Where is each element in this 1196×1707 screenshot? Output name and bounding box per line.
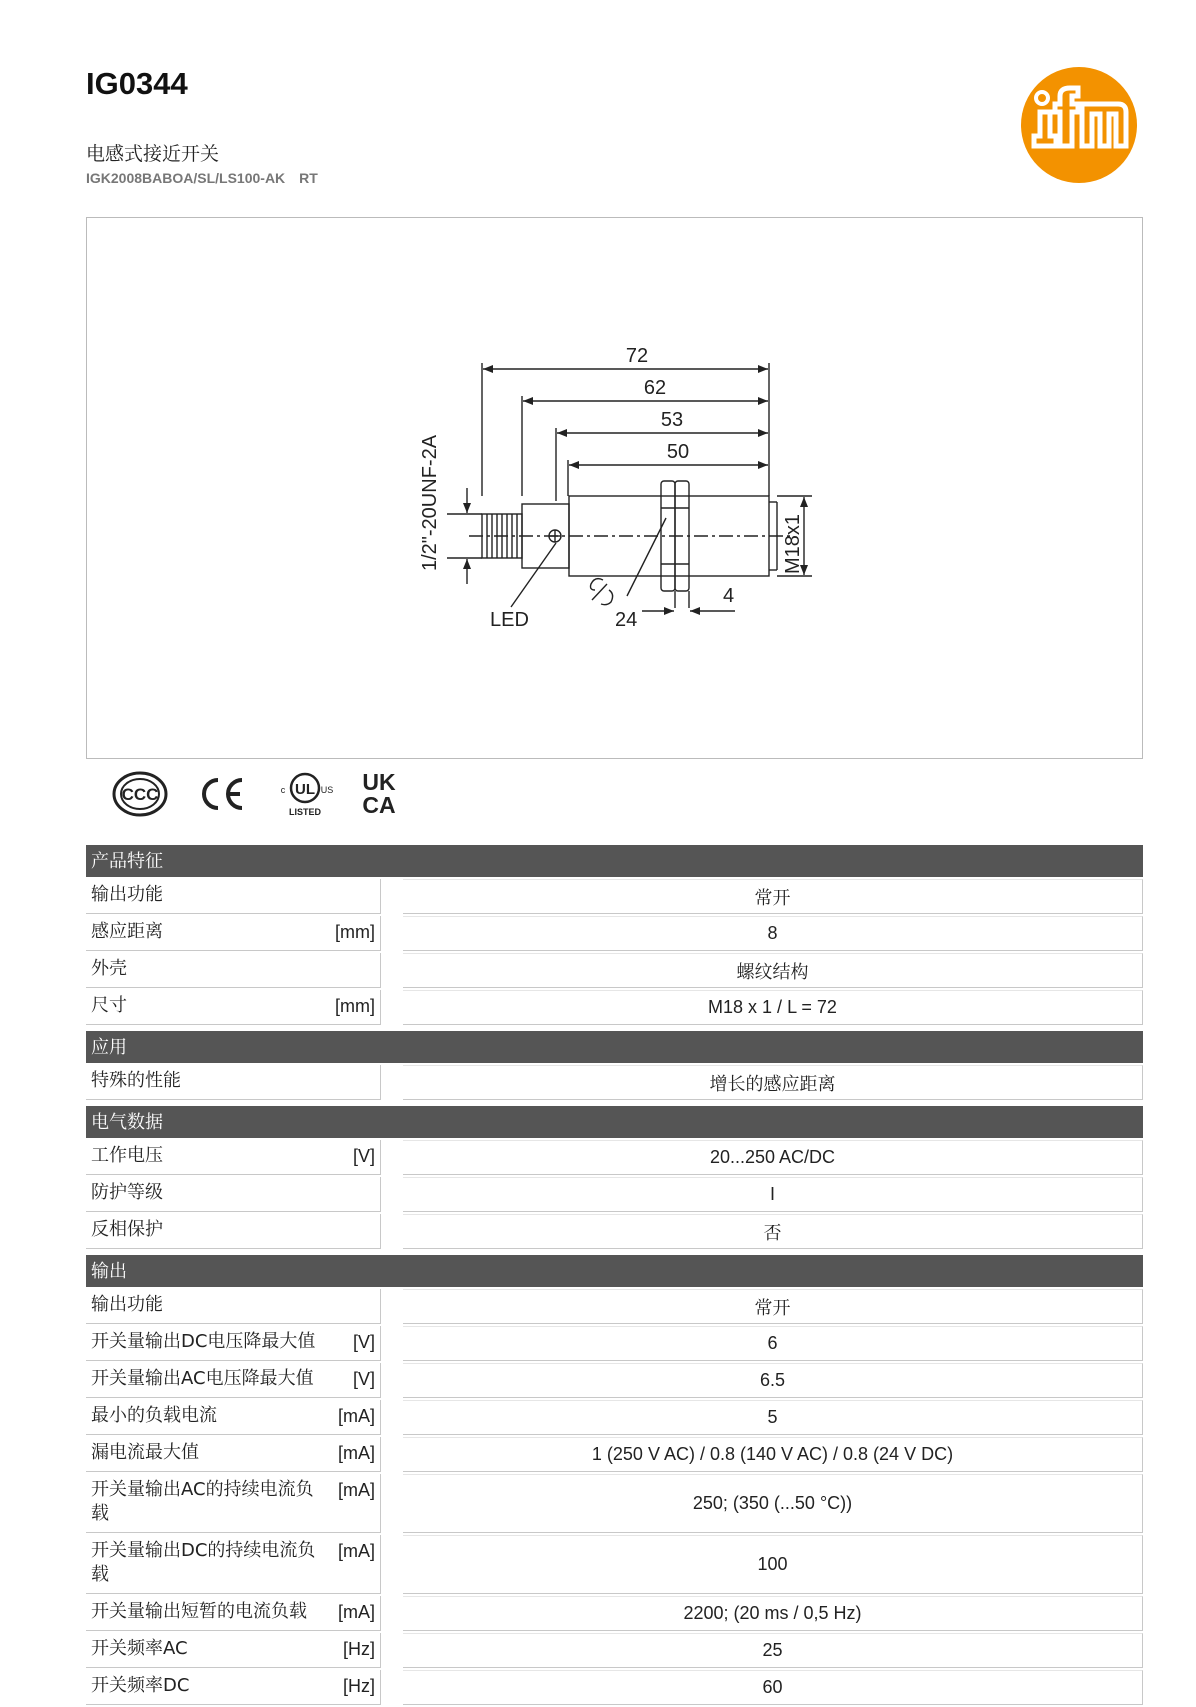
m18-label: M18x1 [782, 513, 804, 574]
spec-row [86, 1140, 1143, 1175]
spec-row [86, 1670, 1143, 1705]
dim-50-label: 50 [666, 441, 690, 463]
spec-label: 最小的负载电流 [91, 1405, 217, 1426]
wrench-size-label: 24 [615, 609, 638, 631]
svg-text:US: US [320, 785, 334, 795]
product-code-value: IGK2008BABOA/SL/LS100-AK [86, 170, 286, 186]
spec-row [86, 1437, 1143, 1472]
dimension-drawing [86, 217, 1143, 759]
spec-unit: [V] [352, 1146, 375, 1166]
spec-value: 6.5 [403, 1363, 1143, 1398]
ce-mark-icon [198, 766, 248, 822]
spec-row [86, 1214, 1143, 1249]
dim-53-label: 53 [660, 409, 684, 431]
svg-text:LISTED: LISTED [288, 807, 322, 817]
thread-label: 1/2"-20UNF-2A [419, 434, 441, 571]
dim-62-label: 62 [643, 377, 667, 399]
spec-label: 特殊的性能 [91, 1070, 181, 1091]
certification-marks [110, 766, 430, 822]
spec-label: 开关量输出DC的持续电流负载 [91, 1540, 316, 1585]
spec-label: 开关量输出AC的持续电流负载 [91, 1479, 314, 1524]
led-label: LED [490, 609, 529, 631]
spec-unit: [mA] [337, 1443, 375, 1463]
spec-row [86, 953, 1143, 988]
section-header: 应用 [86, 1031, 1143, 1063]
spec-value: 否 [403, 1214, 1143, 1249]
spec-row [86, 1177, 1143, 1212]
spec-unit: [mA] [337, 1602, 375, 1622]
ifm-logo [1020, 66, 1138, 184]
spec-label: 开关量输出短暂的电流负载 [91, 1601, 307, 1622]
spec-label-cell [86, 1140, 381, 1175]
spec-label: 开关频率DC [91, 1675, 190, 1696]
spec-label: 尺寸 [91, 995, 127, 1016]
spec-value: 2200; (20 ms / 0,5 Hz) [403, 1596, 1143, 1631]
spec-label-cell [86, 1633, 381, 1668]
spec-value: 螺纹结构 [403, 953, 1143, 988]
spec-row [86, 1633, 1143, 1668]
spec-value: 1 (250 V AC) / 0.8 (140 V AC) / 0.8 (24 V DC) [403, 1437, 1143, 1472]
spec-label: 输出功能 [91, 884, 163, 905]
spec-value: 60 [403, 1670, 1143, 1705]
spec-row [86, 990, 1143, 1025]
spec-row [86, 916, 1143, 951]
dim-72-label: 72 [625, 345, 649, 367]
spec-value: 5 [403, 1400, 1143, 1435]
spec-value: 100 [403, 1535, 1143, 1594]
spec-unit: [V] [352, 1332, 375, 1352]
spec-label-cell [86, 1535, 381, 1594]
spec-label: 开关频率AC [91, 1638, 188, 1659]
spec-label: 输出功能 [91, 1294, 163, 1315]
spec-label-cell [86, 916, 381, 951]
specifications-table [86, 845, 1143, 1707]
spec-unit: [mA] [337, 1406, 375, 1426]
spec-label-cell [86, 1326, 381, 1361]
dim-4-label: 4 [723, 585, 735, 607]
svg-text:UK: UK [362, 769, 396, 795]
spec-value: M18 x 1 / L = 72 [403, 990, 1143, 1025]
spec-label: 工作电压 [91, 1145, 163, 1166]
section-header: 产品特征 [86, 845, 1143, 877]
spec-label-cell [86, 953, 381, 988]
spec-unit: [mm] [335, 922, 375, 942]
spec-label-cell [86, 1177, 381, 1212]
spec-label-cell [86, 1214, 381, 1249]
spec-label-cell [86, 879, 381, 914]
spec-label: 反相保护 [91, 1219, 163, 1240]
spec-row [86, 1535, 1143, 1594]
spec-value: 8 [403, 916, 1143, 951]
svg-text:c: c [280, 785, 286, 795]
spec-value: 20...250 AC/DC [403, 1140, 1143, 1175]
spec-unit: [Hz] [342, 1676, 375, 1696]
spec-row [86, 1474, 1143, 1533]
spec-label-cell [86, 1400, 381, 1435]
spec-value: I [403, 1177, 1143, 1212]
spec-row [86, 1289, 1143, 1324]
product-title: IG0344 [86, 66, 188, 101]
svg-text:CA: CA [362, 792, 396, 818]
spec-label-cell [86, 1670, 381, 1705]
spec-row [86, 1065, 1143, 1100]
spec-unit: [mm] [335, 996, 375, 1016]
section-header: 输出 [86, 1255, 1143, 1287]
spec-row [86, 1326, 1143, 1361]
spec-label-cell [86, 1289, 381, 1324]
ccc-mark-icon [110, 766, 170, 822]
spec-label-cell [86, 990, 381, 1025]
spec-row [86, 1400, 1143, 1435]
spec-label: 开关量输出DC电压降最大值 [91, 1331, 316, 1352]
spec-row [86, 1363, 1143, 1398]
spec-unit: [mA] [337, 1541, 375, 1561]
spec-row [86, 879, 1143, 914]
spec-value: 增长的感应距离 [403, 1065, 1143, 1100]
spec-row [86, 1596, 1143, 1631]
spec-label: 防护等级 [91, 1182, 163, 1203]
spec-label-cell [86, 1363, 381, 1398]
spec-unit: [V] [352, 1369, 375, 1389]
product-code [86, 170, 318, 186]
culus-listed-icon [275, 766, 335, 822]
section-header: 电气数据 [86, 1106, 1143, 1138]
spec-label: 感应距离 [91, 921, 163, 942]
spec-label: 漏电流最大值 [91, 1442, 199, 1463]
product-code-suffix: RT [299, 170, 318, 186]
spec-value: 25 [403, 1633, 1143, 1668]
svg-text:UL: UL [295, 781, 315, 798]
spec-label: 外壳 [91, 958, 127, 979]
spec-label: 开关量输出AC电压降最大值 [91, 1368, 314, 1389]
spec-value: 6 [403, 1326, 1143, 1361]
ukca-mark-icon [358, 766, 402, 822]
spec-label-cell [86, 1474, 381, 1533]
spec-label-cell [86, 1065, 381, 1100]
spec-unit: [mA] [337, 1480, 375, 1500]
dimension-drawing-svg [87, 218, 1144, 760]
spec-unit: [Hz] [342, 1639, 375, 1659]
spec-label-cell [86, 1596, 381, 1631]
spec-value: 常开 [403, 1289, 1143, 1324]
spec-value: 常开 [403, 879, 1143, 914]
spec-label-cell [86, 1437, 381, 1472]
spec-value: 250; (350 (...50 °C)) [403, 1474, 1143, 1533]
svg-text:CCC: CCC [121, 785, 159, 804]
product-subtitle: 电感式接近开关 [86, 143, 220, 165]
